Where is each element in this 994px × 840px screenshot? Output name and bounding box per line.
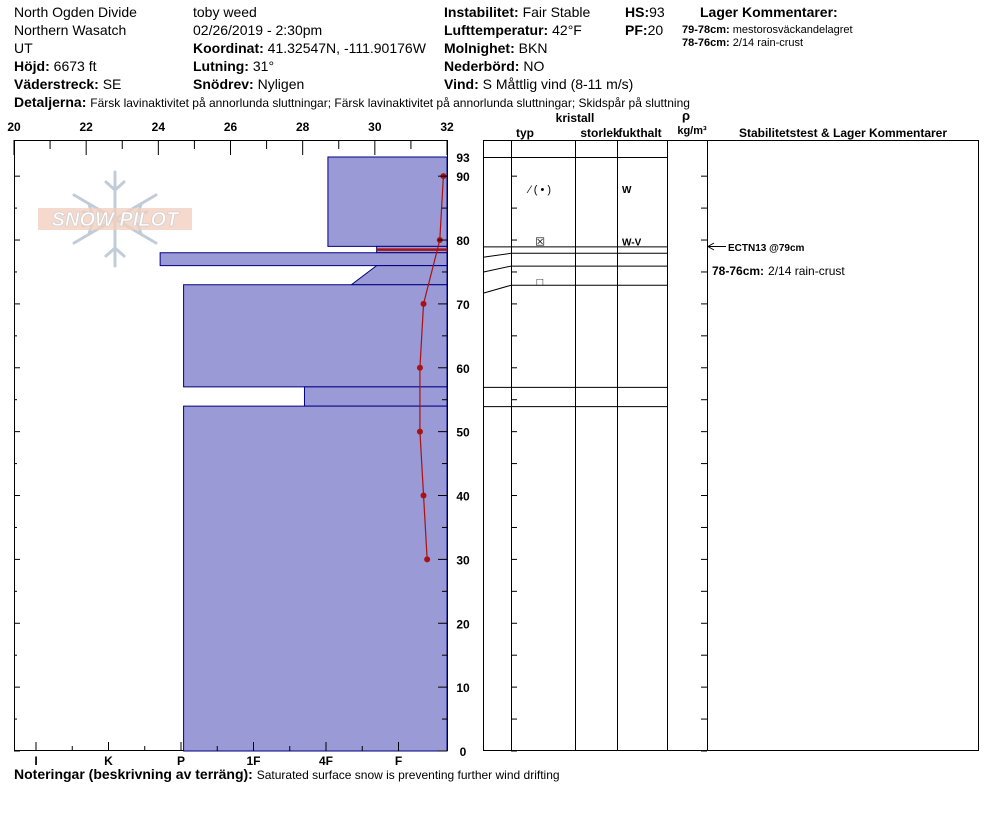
stability-label: Instabilitet: <box>444 4 519 20</box>
temp-tick-label: 20 <box>7 120 21 134</box>
layer-table-frame <box>484 141 979 751</box>
wind-label: Vind: <box>444 76 479 92</box>
temperature-point <box>424 556 430 562</box>
depth-tick-label: 50 <box>456 425 470 440</box>
depth-tick-label: 90 <box>456 170 470 185</box>
temperature-point <box>417 429 423 435</box>
hardness-layer <box>304 387 447 406</box>
snowpilot-logo <box>38 172 192 266</box>
temp-tick-label: 32 <box>440 120 454 134</box>
pf-value: 20 <box>647 22 664 38</box>
col-rho: ρ <box>681 108 691 123</box>
col-kristall: kristall <box>555 111 595 125</box>
location: North Ogden Divide <box>14 4 137 20</box>
hardness-tick-label: K <box>104 754 113 768</box>
details: Färsk lavinaktivitet på annorlunda sluttningar; Färsk lavinaktivitet på annorlunda sluttningar; Skidspår på sluttning <box>90 96 690 110</box>
col-storlek: storlek <box>580 126 620 140</box>
wind-loading-label: Snödrev: <box>193 76 254 92</box>
col-typ: typ <box>516 126 534 140</box>
precip-label: Nederbörd: <box>444 58 520 74</box>
col-density-unit: kg/m³ <box>677 125 707 137</box>
hardness-layer <box>184 285 447 387</box>
depth-tick-label: 20 <box>456 617 470 632</box>
test-result <box>708 243 805 254</box>
hardness-tick-label: I <box>34 754 38 768</box>
temp-tick-label: 26 <box>223 120 238 134</box>
notes: Saturated surface snow is preventing further wind drifting <box>256 768 560 782</box>
depth-tick-label: 60 <box>456 361 470 376</box>
observer: toby weed <box>193 4 257 20</box>
depth-tick-label: 10 <box>456 681 470 696</box>
test-result-text: ECTN13 @79cm <box>728 243 805 254</box>
layer-comment-2-text: 2/14 rain-crust <box>732 37 804 49</box>
temperature-point <box>421 301 427 307</box>
hardness-tick-label: F <box>394 754 403 768</box>
test-comment-text: 2/14 rain-crust <box>768 264 845 278</box>
precip: NO <box>523 58 545 74</box>
state: UT <box>14 40 33 56</box>
temp-tick-label: 22 <box>79 120 93 134</box>
notes-row <box>14 766 560 783</box>
layer-table <box>483 108 979 751</box>
moisture-value: W <box>622 184 632 196</box>
test-comment <box>712 264 845 278</box>
test-comment-range: 78-76cm: <box>712 264 765 278</box>
hardness-tick-label: 1F <box>246 754 261 768</box>
slope-label: Lutning: <box>193 58 249 74</box>
coord: 41.32547N, -111.90176W <box>267 40 426 56</box>
temp-tick-label: 24 <box>151 120 166 134</box>
datetime: 02/26/2019 - 2:30pm <box>193 22 323 38</box>
hardness-layer <box>328 157 447 246</box>
depth-tick-label: 70 <box>456 297 470 312</box>
depth-tick-label: 30 <box>456 553 470 568</box>
aspect: SE <box>102 76 122 92</box>
sky-label: Molnighet: <box>444 40 515 56</box>
depth-tick-label: 80 <box>456 234 470 249</box>
grain-type: ⁄ ( • ) <box>528 183 552 196</box>
slope: 31° <box>252 58 275 74</box>
air-temp: 42°F <box>552 22 582 38</box>
pf-label: PF: <box>625 22 648 38</box>
table-depth-ticks <box>511 176 707 751</box>
wind: S Måttlig vind (8-11 m/s) <box>482 76 634 92</box>
col-stability-comments: Stabilitetstest & Lager Kommentarer <box>738 126 948 140</box>
moisture-value: W-V <box>622 237 642 249</box>
details-label: Detaljerna: <box>14 94 87 110</box>
coord-label: Koordinat: <box>193 40 264 56</box>
depth-tick-label: 40 <box>456 489 470 504</box>
hardness-tick-label: 4F <box>318 754 334 768</box>
layer-boundary-connector <box>483 266 511 272</box>
temp-tick-label: 28 <box>295 120 310 134</box>
air-temp-label: Lufttemperatur: <box>444 22 549 38</box>
range: Northern Wasatch <box>14 22 127 38</box>
temperature-axis <box>7 120 454 155</box>
grain-type: □ <box>536 276 544 289</box>
aspect-label: Väderstreck: <box>14 76 99 92</box>
layer-rows <box>526 184 642 289</box>
hs-value: 93 <box>649 4 665 20</box>
layer-comment-1-range: 79-78cm: <box>682 24 730 36</box>
layer-comments-title: Lager Kommentarer: <box>700 4 838 20</box>
hs-label: HS: <box>625 4 650 20</box>
sky: BKN <box>518 40 548 56</box>
elevation-label: Höjd: <box>14 58 50 74</box>
layer-comment-2-range: 78-76cm: <box>682 37 730 49</box>
hardness-layer <box>184 406 447 751</box>
hardness-layer <box>160 253 447 266</box>
layer-comment-1-text: mestorosväckandelagret <box>732 24 853 36</box>
notes-label: Noteringar (beskrivning av terräng): <box>14 766 253 782</box>
temp-tick-label: 30 <box>368 120 382 134</box>
stability: Fair Stable <box>522 4 591 20</box>
temperature-point <box>417 365 423 371</box>
layer-boundary-connector <box>483 253 511 257</box>
hardness-layers <box>160 157 447 751</box>
logo-text: SNOW PILOT <box>51 209 179 231</box>
hardness-tick-label: P <box>176 754 186 768</box>
col-fukthalt: fukthalt <box>618 126 662 140</box>
grain-type: ☒ <box>535 236 545 249</box>
depth-tick-label: 0 <box>459 745 467 759</box>
temperature-point <box>421 493 427 499</box>
depth-tick-label: 93 <box>456 151 470 165</box>
wind-loading: Nyligen <box>257 76 305 92</box>
elevation: 6673 ft <box>53 58 97 74</box>
layer-boundary-connector <box>483 285 511 293</box>
